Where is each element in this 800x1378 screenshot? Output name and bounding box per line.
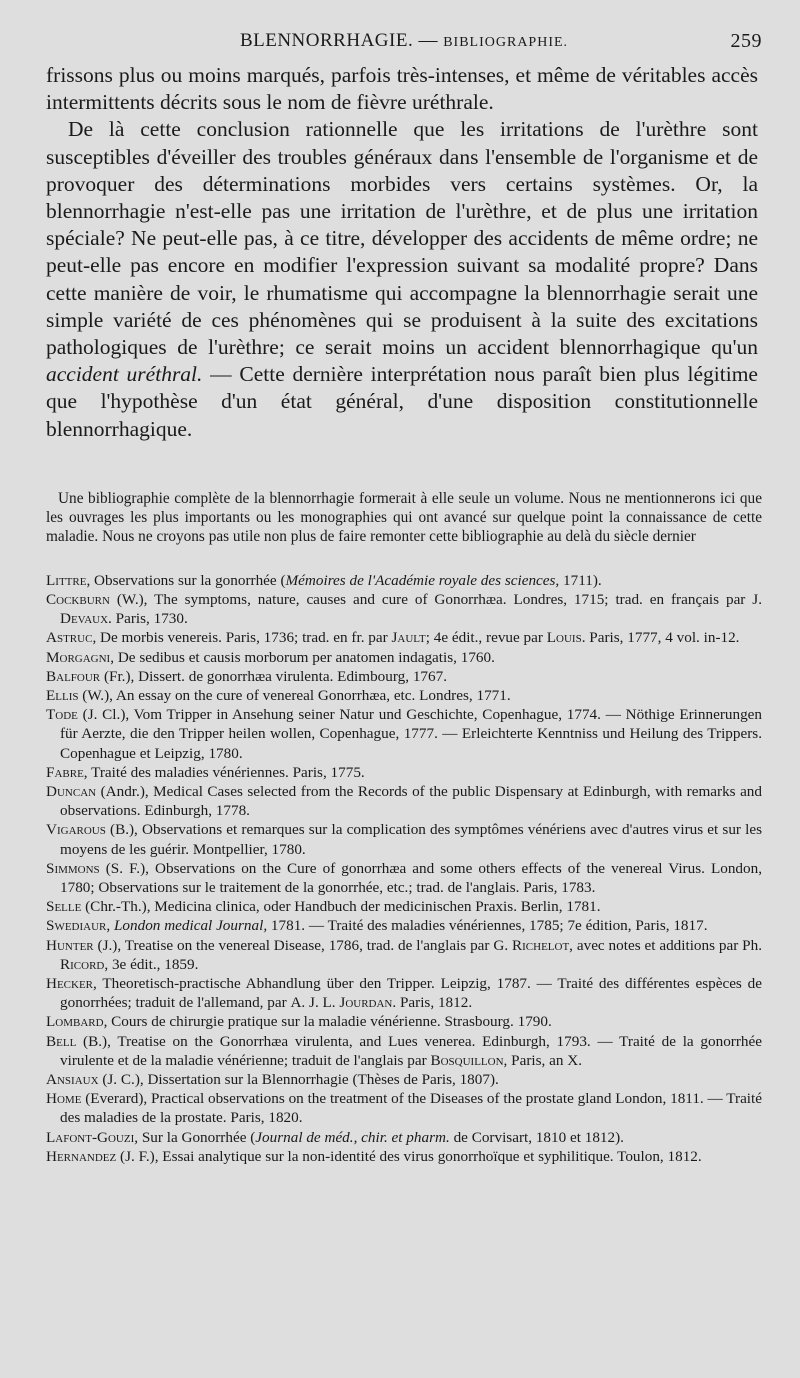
bibliography-entry: Tode (J. Cl.), Vom Tripper in Ansehung seiner Natur und Geschichte, Copenhague, 1774. — Nöthige Erinnerungen für Aerzte, die den Tripper heilen wollen, Copenhague, 1777. — Erleichterte Kenntniss und Heilung des Trippers. Copenhague et Leipzig, 1780.: [46, 706, 762, 762]
entry-author: Astruc: [46, 629, 93, 647]
bibliography-entry: Simmons (S. F.), Observations on the Cure of gonorrhæa and some others effects of the venereal Virus. London, 1780; Observations sur le traitement de la gonorrhée, etc.; trad. de l'anglais. Paris, 1783.: [46, 859, 762, 896]
entry-author: Simmons: [46, 859, 100, 877]
bibliography-entry: Home (Everard), Practical observations on the treatment of the Diseases of the prostate gland London, 1811. — Traité des maladies de la prostate. Paris, 1820.: [46, 1090, 762, 1127]
entry-author: Bell: [46, 1032, 77, 1050]
entry-author: Hunter: [46, 936, 94, 954]
bibliography-entry: Hernandez (J. F.), Essai analytique sur la non-identité des virus gonorrhoïque et syphilitique. Toulon, 1812.: [46, 1147, 702, 1165]
page-number: 259: [730, 30, 762, 52]
bibliography-entry: Lafont-Gouzi, Sur la Gonorrhée (Journal de méd., chir. et pharm. de Corvisart, 1810 et 1812).: [46, 1128, 624, 1146]
bibliography-entry: Hecker, Theoretisch-practische Abhandlung über den Tripper. Leipzig, 1787. — Traité des différentes espèces de gonorrhées; traduit de l'allemand, par A. J. L. Jourdan. Paris, 1812.: [46, 975, 762, 1012]
entry-author: Vigarous: [46, 821, 106, 839]
entry-author: Swediaur: [46, 917, 107, 935]
running-header: [46, 30, 762, 56]
bibliography-entry: Morgagni, De sedibus et causis morborum per anatomen indagatis, 1760.: [46, 648, 495, 666]
bibliography-entry: Selle (Chr.-Th.), Medicina clinica, oder Handbuch der medicinischen Praxis. Berlin, 1781.: [46, 898, 601, 916]
entry-author: Lombard: [46, 1013, 104, 1031]
bibliography-entry: Swediaur, London medical Journal, 1781. — Traité des maladies vénériennes, 1785; 7e édition, Paris, 1817.: [46, 917, 708, 935]
bibliography-entry: Astruc, De morbis venereis. Paris, 1736; trad. en fr. par Jault; 4e édit., revue par Louis. Paris, 1777, 4 vol. in-12.: [46, 629, 740, 647]
bibliography-entry: Littre, Observations sur la gonorrhée (Mémoires de l'Académie royale des sciences, 1711).: [46, 571, 602, 589]
paragraph: frissons plus ou moins marqués, parfois très-intenses, et même de véritables accès intermittents décrits sous le nom de fièvre uréthrale.: [46, 63, 758, 115]
entry-author: Hernandez: [46, 1147, 117, 1165]
entry-author: Tode: [46, 706, 78, 724]
entry-author: Home: [46, 1090, 82, 1108]
header-title: BLENNORRHAGIE. —: [239, 30, 438, 51]
bibliography-entry: Lombard, Cours de chirurgie pratique sur la maladie vénérienne. Strasbourg. 1790.: [46, 1013, 552, 1031]
paragraph: De là cette conclusion rationnelle que les irritations de l'urèthre sont susceptibles d'éveiller des troubles généraux dans l'ensemble de l'organisme et de provoquer des déterminations morbides vers certains systèmes. Or, la blennorrhagie n'est-elle pas une irritation de l'urèthre, et de plus une irritation spéciale? Ne peut-elle pas, à ce titre, développer des accidents de même ordre; ne peut-elle pas encore en modifier l'expression suivant sa modalité propre? Dans cette manière de voir, le rhumatisme qui accompagne la blennorrhagie serait une simple variété de ces phénomènes qui se produisent à la suite des excitations pathologiques de l'urèthre; ce serait moins un accident blennorrhagique qu'un accident uréthral. — Cette dernière interprétation nous paraît bien plus légitime que l'hypothèse d'un état général, d'une disposition constitutionnelle blennorrhagique.: [46, 117, 758, 441]
bibliography-entry: Fabre, Traité des maladies vénériennes. Paris, 1775.: [46, 763, 365, 781]
bibliography-entry: Ellis (W.), An essay on the cure of venereal Gonorrhæa, etc. Londres, 1771.: [46, 686, 511, 704]
bibliography-entry: Cockburn (W.), The symptoms, nature, causes and cure of Gonorrhæa. Londres, 1715; trad. en français par J. Devaux. Paris, 1730.: [46, 590, 762, 628]
entry-author: Hecker: [46, 975, 94, 992]
bibliography-entry: Bell (B.), Treatise on the Gonorrhæa virulenta, and Lues venerea. Edinburgh, 1793. — Traité de la gonorrhée virulente et de la maladie vénérienne; traduit de l'anglais par Bosquillon, Paris, an X.: [46, 1032, 762, 1069]
header-subtitle: BIBLIOGRAPHIE.: [443, 35, 569, 50]
entry-author: Fabre: [46, 763, 84, 781]
bibliography-intro: Une bibliographie complète de la blennorrhagie formerait à elle seule un volume. Nous ne mentionnerons ici que les ouvrages les plus importants ou les monographies qui ont avancé sur quelque point la connaissance de cette maladie. Nous ne croyons pas utile non plus de faire remonter cette bibliographie au delà du siècle dernier: [46, 489, 762, 546]
entry-author: Balfour: [46, 667, 101, 685]
bibliography-list: [46, 571, 762, 1166]
bibliography-entry: Balfour (Fr.), Dissert. de gonorrhæa virulenta. Edimbourg, 1767.: [46, 667, 448, 685]
entry-author: Selle: [46, 898, 82, 916]
entry-author: Ellis: [46, 686, 79, 704]
italic-term: accident uréthral.: [46, 362, 203, 387]
bibliography-entry: Vigarous (B.), Observations et remarques sur la complication des symptômes vénériens avec d'autres virus et sur les moyens de les guérir. Montpellier, 1780.: [46, 821, 762, 858]
bibliography-entry: Hunter (J.), Treatise on the venereal Disease, 1786, trad. de l'anglais par G. Richelot, avec notes et additions par Ph. Ricord, 3e édit., 1859.: [46, 936, 762, 973]
bibliography-entry: Ansiaux (J. C.), Dissertation sur la Blennorrhagie (Thèses de Paris, 1807).: [46, 1071, 499, 1089]
entry-author: Duncan: [46, 782, 97, 800]
main-text: [46, 62, 758, 443]
entry-author: Morgagni: [46, 648, 111, 666]
entry-author: Cockburn: [46, 590, 110, 608]
entry-author: Littre: [46, 571, 87, 589]
bibliography-entry: Duncan (Andr.), Medical Cases selected from the Records of the public Dispensary at Edinburgh, with remarks and observations. Edinburgh, 1778.: [46, 782, 762, 820]
entry-author: Lafont-Gouzi: [46, 1128, 135, 1146]
entry-author: Ansiaux: [46, 1071, 99, 1089]
